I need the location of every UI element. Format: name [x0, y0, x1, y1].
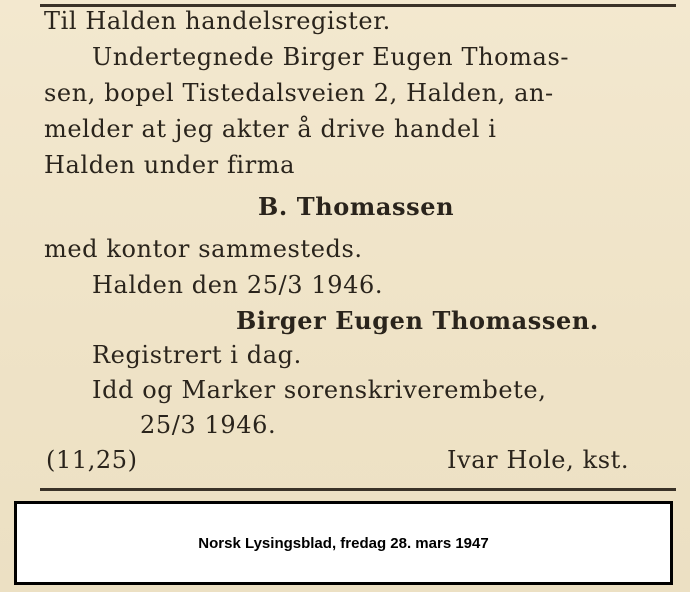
signatory: Birger Eugen Thomassen. — [236, 306, 599, 335]
firm-name: B. Thomassen — [258, 192, 455, 221]
court-line: Idd og Marker sorenskriverembete, — [92, 376, 547, 404]
fee: (11,25) — [46, 446, 138, 474]
office-line: med kontor sammesteds. — [44, 235, 363, 263]
paragraph-line: sen, bopel Tistedalsveien 2, Halden, an- — [44, 79, 554, 107]
bottom-rule — [40, 488, 676, 491]
registered-line: Registrert i dag. — [92, 341, 302, 369]
caption-text: Norsk Lysingsblad, fredag 28. mars 1947 — [198, 534, 489, 552]
paragraph-line: melder at jeg akter å drive handel i — [44, 115, 497, 143]
court-date: 25/3 1946. — [140, 411, 277, 439]
notice-heading: Til Halden handelsregister. — [44, 7, 391, 35]
paragraph-line: Undertegnede Birger Eugen Thomas- — [92, 43, 570, 71]
paragraph-line: Halden under firma — [44, 151, 296, 179]
clerk-signature: Ivar Hole, kst. — [447, 446, 630, 474]
caption-box — [14, 501, 673, 585]
date-line: Halden den 25/3 1946. — [92, 271, 384, 299]
